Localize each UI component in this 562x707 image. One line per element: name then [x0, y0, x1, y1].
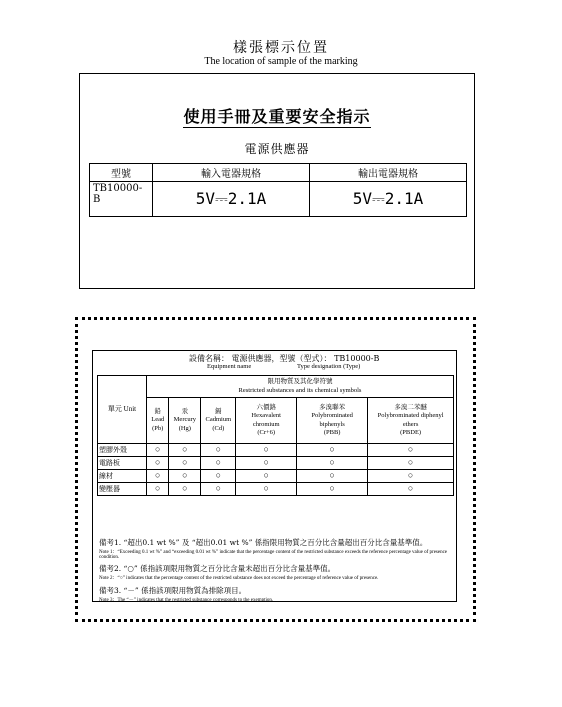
spec-table — [89, 163, 467, 217]
restricted-en: Restricted substances and its chemical symbols — [238, 386, 362, 394]
mark-cell: ○ — [169, 444, 201, 457]
mark-cell: ○ — [201, 457, 236, 470]
mark-cell: ○ — [297, 444, 368, 457]
rohs-table — [97, 375, 454, 496]
unit-header: 單元 Unit — [98, 376, 147, 444]
manual-label-box — [79, 73, 475, 289]
mark-cell: ○ — [169, 470, 201, 483]
substance-mercury: 汞Mercury (Hg) — [169, 398, 201, 444]
substance-pbb: 多溴聯苯 Polybrominated biphenyls (PBB) — [297, 398, 368, 444]
spec-header-model: 型號 — [90, 164, 153, 182]
substance-cadmium: 鎘Cadmium (Cd) — [201, 398, 236, 444]
marking-title-zh: 樣張標示位置 — [233, 40, 329, 56]
mark-cell: ○ — [236, 457, 297, 470]
mark-cell: ○ — [201, 483, 236, 496]
rohs-label-box — [75, 317, 476, 622]
mark-cell: ○ — [169, 457, 201, 470]
mark-cell: ○ — [147, 470, 169, 483]
unit-row: 電路板 — [98, 457, 147, 470]
equipment-line: 設備名稱： 電源供應器，型號（型式）： TB10000-B — [189, 354, 380, 363]
spec-output: 5V⎓2.1A — [310, 182, 467, 217]
mark-cell: ○ — [297, 457, 368, 470]
mark-cell: ○ — [169, 483, 201, 496]
substance-chromium: 六價鉻 Hexavalent chromium (Cr+6) — [236, 398, 297, 444]
mark-cell: ○ — [201, 444, 236, 457]
mark-cell: ○ — [368, 444, 454, 457]
mark-cell: ○ — [368, 470, 454, 483]
mark-cell: ○ — [368, 457, 454, 470]
mark-cell: ○ — [147, 457, 169, 470]
mark-cell: ○ — [236, 483, 297, 496]
marking-title-en: The location of sample of the marking — [204, 56, 358, 67]
spec-model: TB10000-B — [90, 182, 153, 217]
mark-cell: ○ — [236, 444, 297, 457]
substance-pbde: 多溴二苯醚 Polybrominated diphenyl ethers (PBDE) — [368, 398, 454, 444]
mark-cell: ○ — [297, 483, 368, 496]
type-designation-en: Type designation (Type) — [297, 363, 361, 370]
spec-input: 5V⎓2.1A — [153, 182, 310, 217]
substance-lead: 鉛Lead (Pb) — [147, 398, 169, 444]
note-3: 備考3. “－” 係指該項限用物質為排除項目。 Note 3：The “－” indicates that the restricted substance corresponds to the exemption. — [99, 586, 274, 603]
mark-cell: ○ — [147, 444, 169, 457]
mark-cell: ○ — [201, 470, 236, 483]
mark-cell: ○ — [147, 483, 169, 496]
unit-row: 變壓器 — [98, 483, 147, 496]
unit-row: 線材 — [98, 470, 147, 483]
restricted-zh: 限用物質及其化學符號 — [267, 378, 333, 386]
mark-cell: ○ — [236, 470, 297, 483]
equipment-name-en: Equipment name — [207, 363, 252, 370]
note-1: 備考1. “超出0.1 wt %” 及 “超出0.01 wt %” 係指限用物質之百分比含量超出百分比含量基準值。 Note 1：“Exceeding 0.1 wt %” and “exceeding 0.01 wt %” indicate that the percentage content of the restricted substance exceeds the reference percentage value of presence condition. — [99, 538, 448, 560]
note-2: 備考2. “○” 係指該項限用物質之百分比含量未超出百分比含量基準值。 Note 2：“○” indicates that the percentage content of the restricted substance does not exceed the percentage of reference value of presence. — [99, 564, 379, 581]
manual-title: 使用手冊及重要安全指示 — [183, 107, 371, 126]
manual-subtitle: 電源供應器 — [244, 142, 310, 156]
unit-row: 塑膠外殼 — [98, 444, 147, 457]
mark-cell: ○ — [297, 470, 368, 483]
spec-header-output: 輸出電器規格 — [310, 164, 467, 182]
restricted-header — [147, 376, 454, 398]
mark-cell: ○ — [368, 483, 454, 496]
rohs-declaration — [92, 350, 457, 602]
spec-header-input: 輸入電器規格 — [153, 164, 310, 182]
